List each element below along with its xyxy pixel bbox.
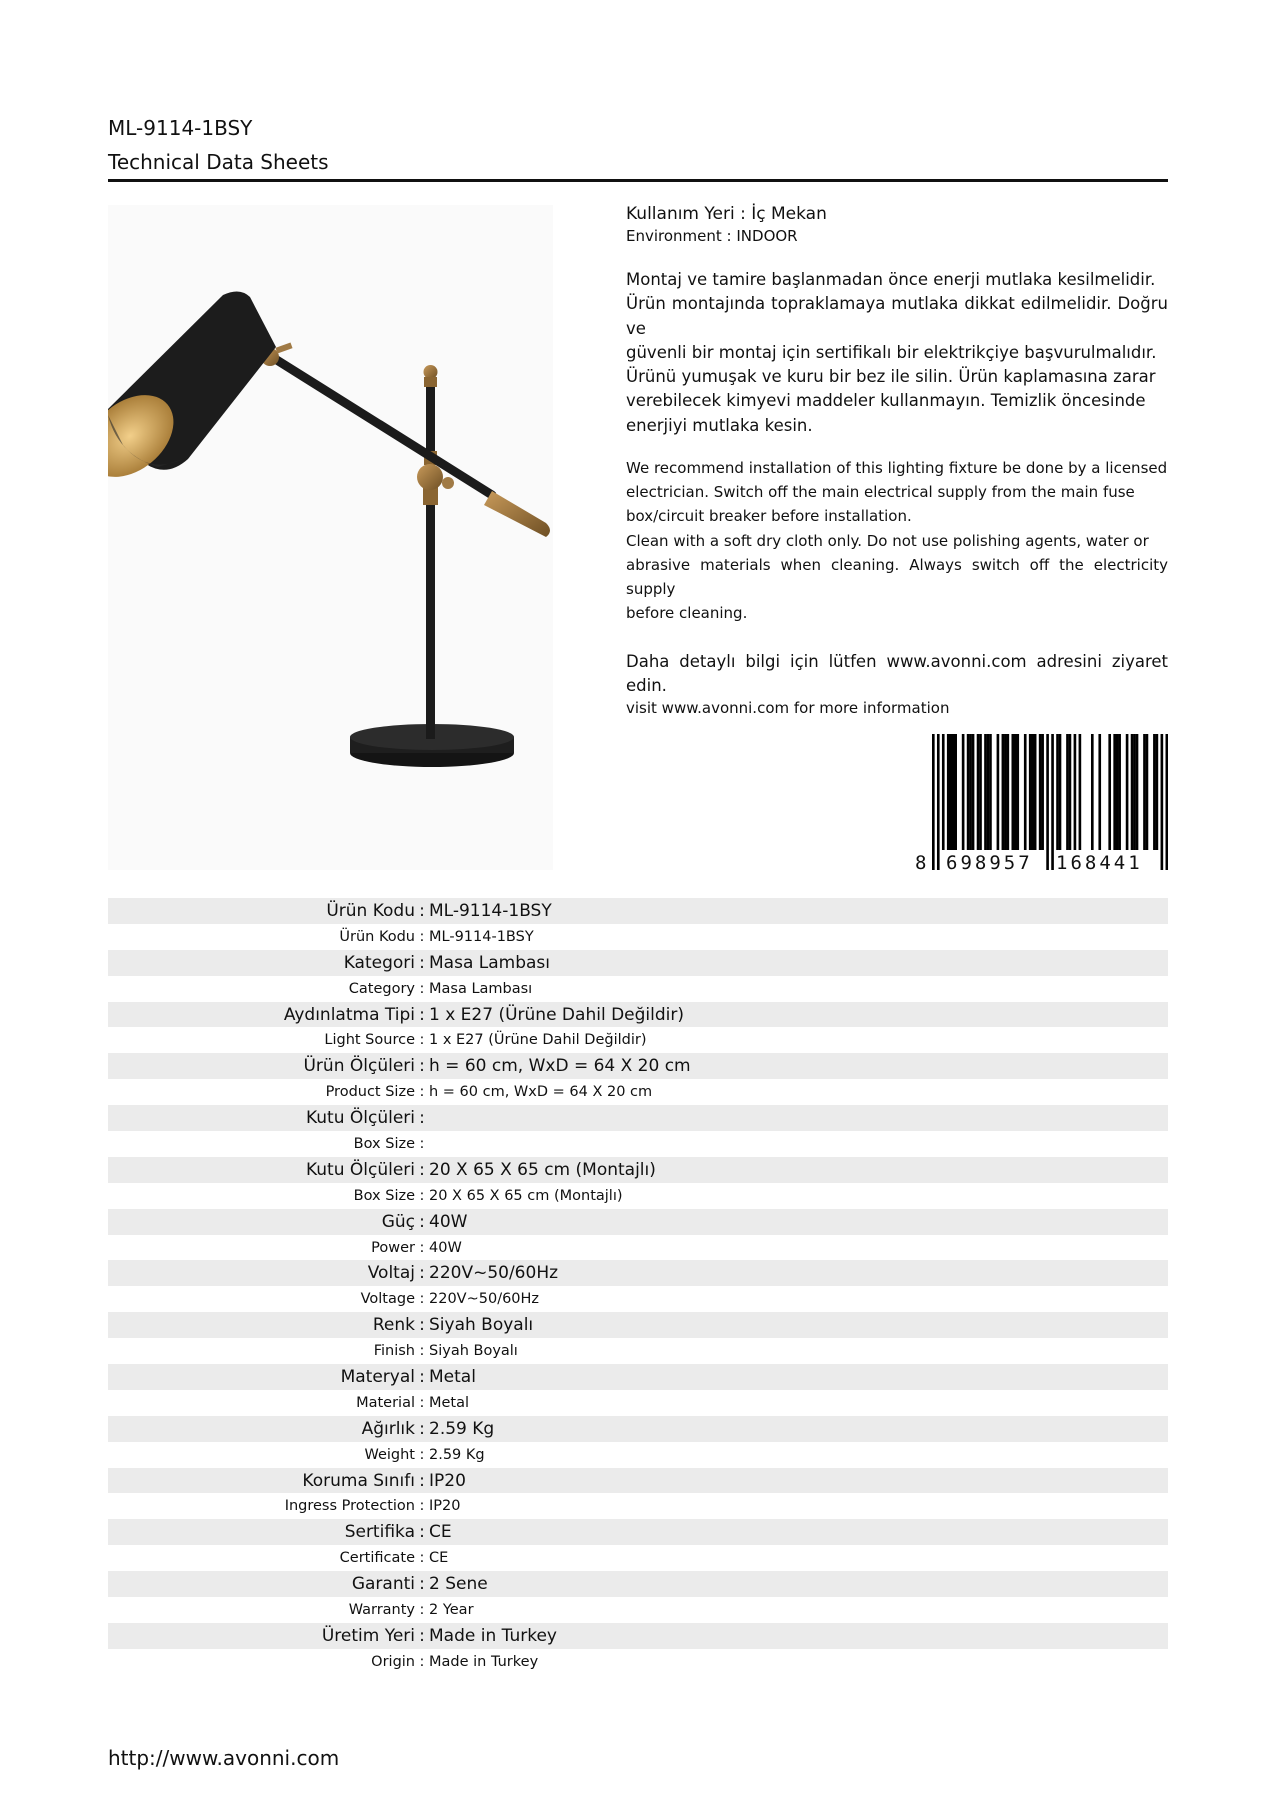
spec-label: Aydınlatma Tipi	[283, 1004, 415, 1025]
spec-label: Finish	[373, 1343, 415, 1360]
spec-row	[108, 1131, 1168, 1157]
table-lamp-image	[108, 205, 553, 870]
barcode-bar	[1031, 734, 1034, 850]
spec-separator: :	[419, 1056, 425, 1077]
header-divider	[108, 179, 1168, 182]
spec-value: Siyah Boyalı	[429, 1343, 518, 1360]
barcode-bar	[1039, 734, 1042, 850]
spec-separator: :	[419, 1601, 425, 1618]
barcode-bar	[1002, 734, 1005, 850]
barcode-bar	[979, 734, 982, 850]
safety-note-tr-line: enerjiyi mutlaka kesin.	[626, 415, 813, 435]
barcode-bar	[1056, 734, 1059, 850]
barcode-bar	[937, 734, 940, 870]
barcode-bar	[1029, 734, 1032, 850]
barcode-bar	[984, 734, 987, 850]
barcode-bar	[962, 734, 965, 850]
spec-value: 2.59 Kg	[429, 1446, 485, 1463]
spec-label: Güç	[381, 1211, 415, 1232]
spec-value: Siyah Boyalı	[429, 1315, 534, 1336]
spec-separator: :	[419, 952, 425, 973]
spec-separator: :	[419, 1239, 425, 1256]
barcode-bar	[997, 734, 1000, 850]
barcode-bar	[1066, 734, 1069, 850]
spec-value: Masa Lambası	[429, 952, 551, 973]
barcode-bar	[1156, 734, 1159, 850]
spec-value: 20 X 65 X 65 cm (Montajlı)	[429, 1187, 623, 1204]
barcode-bar	[1046, 734, 1049, 870]
spec-row	[108, 1597, 1168, 1623]
barcode-bar	[1118, 734, 1121, 850]
spec-label: Box Size	[353, 1187, 415, 1204]
barcode-bar	[949, 734, 952, 850]
barcode-bar	[1034, 734, 1037, 850]
spec-value: 40W	[429, 1211, 468, 1232]
barcode-bar	[942, 734, 945, 850]
barcode-bar	[1153, 734, 1156, 850]
spec-value: 220V~50/60Hz	[429, 1263, 559, 1284]
spec-row	[108, 898, 1168, 924]
spec-separator: :	[419, 928, 425, 945]
safety-note-tr	[626, 268, 1168, 438]
spec-label: Ağırlık	[361, 1418, 415, 1439]
spec-row	[108, 1649, 1168, 1675]
spec-separator: :	[419, 1625, 425, 1646]
document-subtitle: Technical Data Sheets	[108, 150, 329, 174]
spec-row	[108, 1390, 1168, 1416]
spec-value: Masa Lambası	[429, 980, 533, 997]
spec-label: Ürün Ölçüleri	[303, 1056, 415, 1077]
spec-label: Üretim Yeri	[321, 1625, 415, 1646]
barcode-bar	[1131, 734, 1134, 850]
spec-label: Warranty	[348, 1601, 415, 1618]
spec-label: Renk	[372, 1315, 415, 1336]
environment-en: Environment : INDOOR	[626, 227, 798, 245]
spec-label: Material	[356, 1394, 415, 1411]
specifications-table	[108, 898, 1168, 1675]
spec-separator: :	[419, 1366, 425, 1387]
spec-value: IP20	[429, 1470, 466, 1491]
spec-row	[108, 1183, 1168, 1209]
spec-separator: :	[419, 1032, 425, 1049]
spec-value: 2.59 Kg	[429, 1418, 495, 1439]
spec-label: Ürün Kodu	[339, 928, 415, 945]
spec-value: Made in Turkey	[429, 1625, 557, 1646]
spec-value: ML-9114-1BSY	[429, 900, 552, 921]
safety-note-tr-line: Montaj ve tamire başlanmadan önce enerji mutlaka kesilmelidir.	[626, 270, 1156, 289]
spec-label: Power	[371, 1239, 415, 1256]
spec-label: Materyal	[340, 1366, 415, 1387]
spec-separator: :	[419, 1263, 425, 1284]
spec-row	[108, 1468, 1168, 1494]
spec-row	[108, 1338, 1168, 1364]
spec-value: Metal	[429, 1394, 470, 1411]
spec-separator: :	[419, 1498, 425, 1515]
environment-tr: Kullanım Yeri : İç Mekan	[626, 204, 827, 224]
spec-row	[108, 1235, 1168, 1261]
spec-label: Sertifika	[344, 1522, 415, 1543]
spec-row	[108, 1079, 1168, 1105]
barcode-bar	[947, 734, 950, 850]
barcode-bar	[967, 734, 970, 850]
spec-label: Ingress Protection	[284, 1498, 415, 1515]
barcode-bar	[1098, 734, 1101, 850]
barcode-bar	[989, 734, 992, 850]
spec-value: h = 60 cm, WxD = 64 X 20 cm	[429, 1084, 653, 1101]
spec-separator: :	[419, 1315, 425, 1336]
safety-note-tr-line: Ürün montajında topraklamaya mutlaka dikkat edilmelidir. Doğru ve	[626, 294, 1168, 338]
barcode-bar	[1079, 734, 1082, 850]
barcode-bar	[1126, 734, 1129, 850]
barcode-bar	[1166, 734, 1168, 870]
safety-note-en-line: box/circuit breaker before installation.	[626, 507, 912, 526]
safety-note-en-line: We recommend installation of this lighting fixture be done by a licensed	[626, 459, 1168, 478]
barcode-bar	[1074, 734, 1077, 850]
safety-note-en-line: Clean with a soft dry cloth only. Do not use polishing agents, water or	[626, 531, 1149, 550]
barcode-bar	[932, 734, 935, 870]
barcode-bar	[1133, 734, 1136, 850]
barcode-bar	[1014, 734, 1017, 850]
barcode-bar	[972, 734, 975, 850]
spec-separator: :	[419, 1446, 425, 1463]
spec-separator: :	[419, 1522, 425, 1543]
barcode-bar	[1041, 734, 1044, 850]
spec-label: Koruma Sınıfı	[302, 1470, 415, 1491]
spec-separator: :	[419, 1211, 425, 1232]
safety-note-en-line: electrician. Switch off the main electrical supply from the main fuse	[626, 483, 1135, 502]
spec-separator: :	[419, 1159, 425, 1180]
safety-note-en	[626, 456, 1168, 625]
spec-label: Origin	[371, 1653, 415, 1670]
spec-row	[108, 924, 1168, 950]
barcode-left-digits: 698957	[946, 852, 1033, 874]
spec-value: 220V~50/60Hz	[429, 1291, 540, 1308]
product-photo	[108, 205, 553, 870]
spec-value: ML-9114-1BSY	[429, 928, 534, 945]
ean13-barcode	[915, 734, 1168, 874]
spec-row	[108, 976, 1168, 1002]
spec-row	[108, 1105, 1168, 1131]
barcode-right-digits: 168441	[1056, 852, 1143, 874]
spec-separator: :	[419, 1108, 425, 1129]
spec-row	[108, 1312, 1168, 1338]
spec-label: Kategori	[343, 952, 415, 973]
more-info-tr: Daha detaylı bilgi için lütfen www.avonni.com adresini ziyaret edin.	[626, 651, 1168, 695]
barcode-bar	[952, 734, 955, 850]
spec-separator: :	[419, 1394, 425, 1411]
spec-label: Certificate	[339, 1550, 415, 1567]
barcode-bar	[1004, 734, 1007, 850]
barcode-bar	[954, 734, 957, 850]
spec-separator: :	[419, 1187, 425, 1204]
spec-label: Garanti	[351, 1574, 415, 1595]
spec-row	[108, 950, 1168, 976]
spec-row	[108, 1209, 1168, 1235]
spec-row	[108, 1416, 1168, 1442]
barcode-bar	[1011, 734, 1014, 850]
barcode-bar	[1146, 734, 1149, 850]
spec-row	[108, 1157, 1168, 1183]
barcode-bars	[932, 734, 1168, 870]
spec-label: Product Size	[325, 1084, 415, 1101]
spec-label: Voltage	[360, 1291, 415, 1308]
barcode-bar	[1143, 734, 1146, 850]
spec-separator: :	[419, 900, 425, 921]
spec-value: CE	[429, 1550, 449, 1567]
spec-separator: :	[419, 1653, 425, 1670]
product-code-heading: ML-9114-1BSY	[108, 116, 253, 140]
spec-row	[108, 1571, 1168, 1597]
barcode-first-digit: 8	[915, 852, 930, 874]
footer-website-link[interactable]: http://www.avonni.com	[108, 1746, 340, 1770]
barcode-bar	[1161, 734, 1164, 870]
spec-value: Made in Turkey	[429, 1653, 539, 1670]
spec-value: IP20	[429, 1498, 461, 1515]
spec-value: h = 60 cm, WxD = 64 X 20 cm	[429, 1056, 691, 1077]
spec-separator: :	[419, 1343, 425, 1360]
spec-separator: :	[419, 1418, 425, 1439]
barcode-bar	[1024, 734, 1027, 850]
spec-row	[108, 1545, 1168, 1571]
spec-value: 1 x E27 (Ürüne Dahil Değildir)	[429, 1032, 647, 1049]
spec-label: Weight	[364, 1446, 415, 1463]
spec-separator: :	[419, 1084, 425, 1101]
spec-label: Kutu Ölçüleri	[305, 1159, 415, 1180]
spec-row	[108, 1623, 1168, 1649]
barcode-bar	[977, 734, 980, 850]
spec-label: Category	[348, 980, 415, 997]
spec-separator: :	[419, 980, 425, 997]
spec-separator: :	[419, 1574, 425, 1595]
spec-separator: :	[419, 1291, 425, 1308]
spec-label: Kutu Ölçüleri	[305, 1108, 415, 1129]
spec-row	[108, 1002, 1168, 1028]
more-info-en: visit www.avonni.com for more information	[626, 698, 950, 717]
spec-label: Voltaj	[367, 1263, 415, 1284]
barcode-bar	[1069, 734, 1072, 850]
spec-row	[108, 1493, 1168, 1519]
spec-row	[108, 1286, 1168, 1312]
spec-row	[108, 1053, 1168, 1079]
safety-note-tr-line: Ürünü yumuşak ve kuru bir bez ile silin. Ürün kaplamasına zarar	[626, 367, 1156, 387]
barcode-bar	[1059, 734, 1062, 850]
spec-row	[108, 1364, 1168, 1390]
barcode-bar	[1007, 734, 1010, 850]
spec-separator: :	[419, 1135, 425, 1152]
spec-value: CE	[429, 1522, 452, 1543]
barcode-bar	[1136, 734, 1139, 850]
spec-separator: :	[419, 1550, 425, 1567]
barcode-bar	[1116, 734, 1119, 850]
barcode-bar	[1091, 734, 1094, 850]
barcode-bar	[1108, 734, 1111, 850]
barcode-bar	[987, 734, 990, 850]
spec-label: Box Size	[353, 1135, 415, 1152]
spec-label: Ürün Kodu	[326, 900, 415, 921]
spec-value: 40W	[429, 1239, 462, 1256]
spec-separator: :	[419, 1004, 425, 1025]
spec-label: Light Source	[324, 1032, 415, 1049]
safety-note-tr-line: güvenli bir montaj için sertifikalı bir elektrikçiye başvurulmalıdır.	[626, 342, 1157, 362]
barcode-bar	[1016, 734, 1019, 850]
spec-row	[108, 1442, 1168, 1468]
spec-value: 20 X 65 X 65 cm (Montajlı)	[429, 1159, 656, 1180]
spec-row	[108, 1260, 1168, 1286]
spec-row	[108, 1519, 1168, 1545]
safety-note-en-line: abrasive materials when cleaning. Always switch off the electricity supply	[626, 555, 1168, 599]
spec-separator: :	[419, 1470, 425, 1491]
spec-value: 2 Year	[429, 1601, 474, 1618]
barcode-bar	[1113, 734, 1116, 850]
spec-value: 1 x E27 (Ürüne Dahil Değildir)	[429, 1004, 684, 1025]
barcode-bar	[1051, 734, 1054, 870]
instructions-panel	[626, 202, 1168, 718]
safety-note-en-line: before cleaning.	[626, 604, 748, 623]
barcode-bar	[969, 734, 972, 850]
spec-value: Metal	[429, 1366, 476, 1387]
spec-value: 2 Sene	[429, 1574, 488, 1595]
spec-row	[108, 1027, 1168, 1053]
safety-note-tr-line: verebilecek kimyevi maddeler kullanmayın. Temizlik öncesinde	[626, 391, 1146, 411]
